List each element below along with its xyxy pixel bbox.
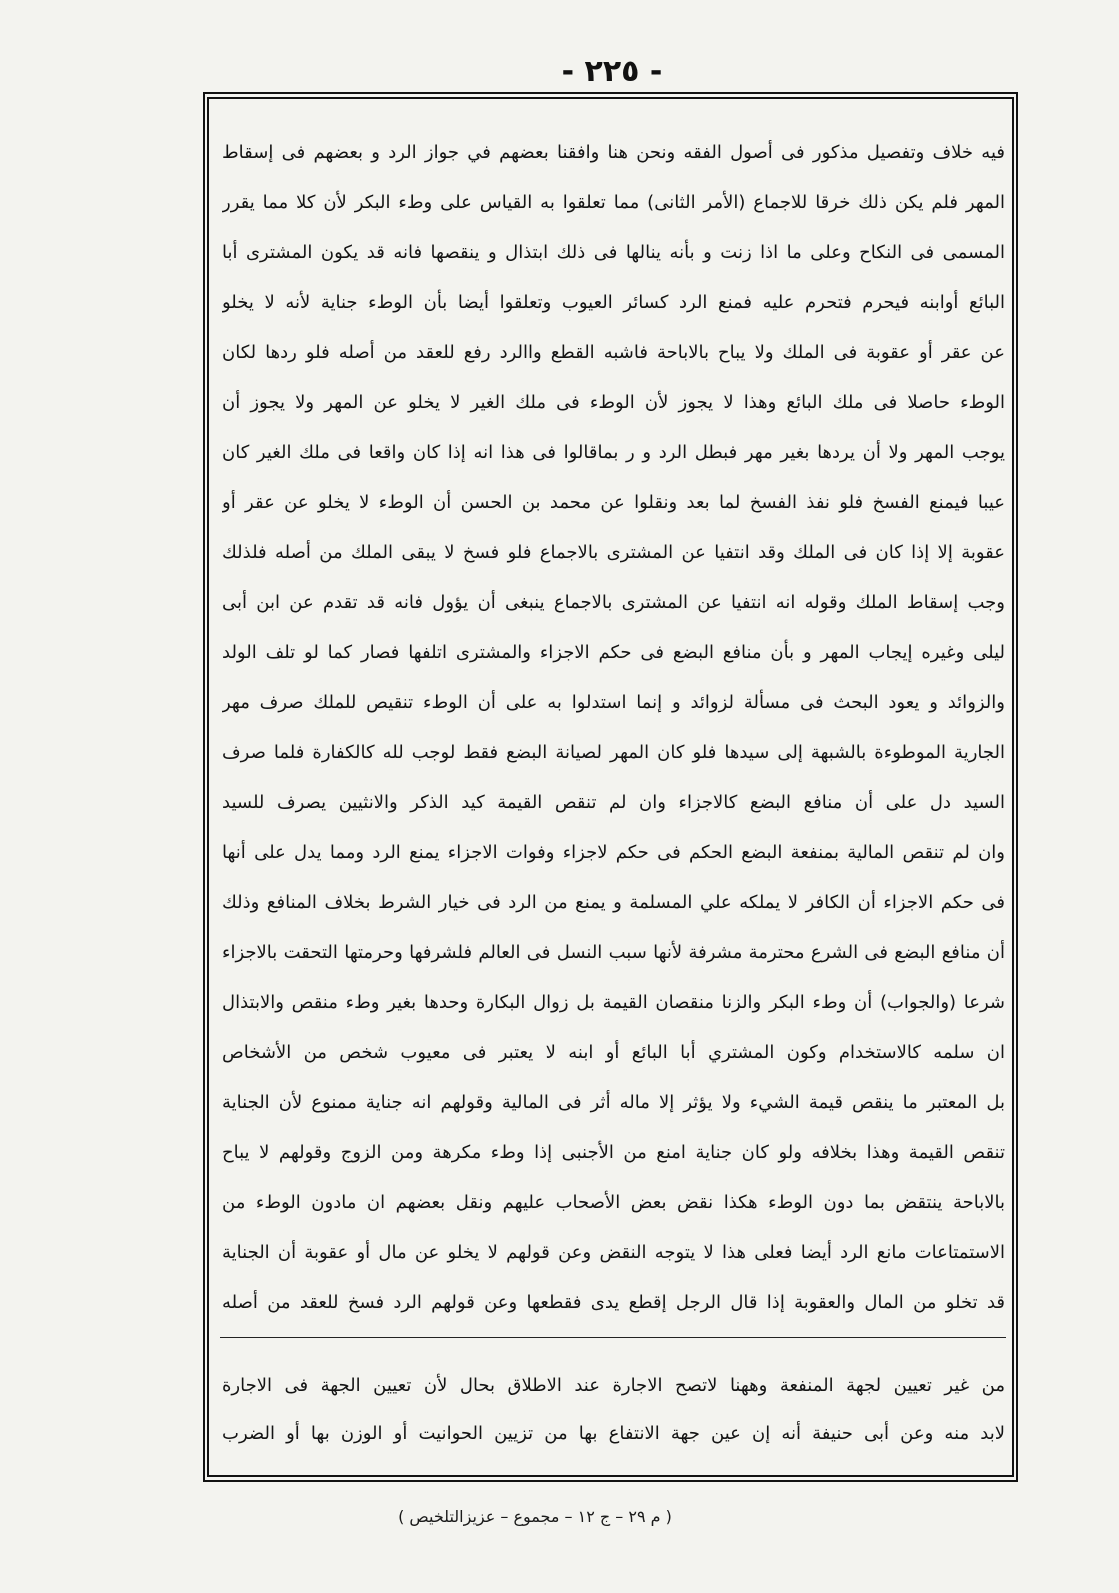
text-line: عن عقر أو عقوبة فى الملك ولا يباح بالاباحة فاشبه القطع واالرد رفع للعقد من أصله فلو ردها لكان xyxy=(222,342,1005,363)
text-line: عقوبة إلا إذا كان فى الملك وقد انتفيا عن المشترى بالاجماع فلو فسخ لا يبقى الملك من أصله فلذلك xyxy=(222,542,1005,563)
footnote-separator xyxy=(220,1337,1006,1338)
text-line: المهر فلم يكن ذلك خرقا للاجماع (الأمر الثانى) مما تعلقوا به القياس على وطء البكر لأن كلا مما يقرر xyxy=(222,192,1005,213)
text-line: تنقص القيمة وهذا بخلافه ولو كان جناية امنع من الأجنبى إذا وطء مكرهة ومن الزوج وقولهم لا يباح xyxy=(222,1142,1005,1163)
text-line: أن منافع البضع فى الشرع محترمة مشرفة لأنها سبب النسل فى العالم فلشرفها وحرمتها التحقت بالاجزاء xyxy=(222,942,1005,963)
text-line: شرعا (والجواب) أن وطء البكر والزنا منقصان القيمة بل زوال البكارة وحدها بغير وطء منقص والابتذال xyxy=(222,992,1005,1013)
text-line: بل المعتبر ما ينقص قيمة الشيء ولا يؤثر إلا ماله أثر فى المالية وقولهم انه جناية ممنوع لأن الجناية xyxy=(222,1092,1005,1113)
footnote xyxy=(222,1362,1005,1458)
text-line: عيبا فيمنع الفسخ فلو نفذ الفسخ لما بعد ونقلوا عن محمد بن الحسن أن الوطء لا يخلو عن عقر أو xyxy=(222,492,1005,513)
text-line: الاستمتاعات مانع الرد أيضا فعلى هذا لا يتوجه النقض وعن قولهم لا يخلو عن مال أو عقوبة أن الجناية xyxy=(222,1242,1005,1263)
text-line: المسمى فى النكاح وعلى ما اذا زنت و بأنه ينالها فى ذلك ابتذال و ينقصها فانه قد يكون المشترى أبا xyxy=(222,242,1005,263)
text-line: قد تخلو من المال والعقوبة إذا قال الرجل إقطع يدى فقطعها وعن قولهم الرد فسخ للعقد من أصله xyxy=(222,1292,1005,1313)
text-line: وجب إسقاط الملك وقوله انه انتفيا عن المشترى بالاجماع ينبغى أن يؤول فانه قد تقدم عن ابن أبى xyxy=(222,592,1005,613)
text-line: يوجب المهر ولا أن يردها بغير مهر فبطل الرد و ر بماقالوا فى هذا انه إذا كان واقعا فى ملك الغير كان xyxy=(222,442,1005,463)
text-line: البائع أوابنه فيحرم فتحرم عليه فمنع الرد كسائر العيوب وتعلقوا أيضا بأن الوطء جناية لأنه لا يخلو xyxy=(222,292,1005,313)
text-line: ان سلمه كالاستخدام وكون المشتري أبا البائع أو ابنه لا يعتبر فى معيوب شخص من الأشخاص xyxy=(222,1042,1005,1063)
main-text xyxy=(222,128,1005,1328)
text-line: بالاباحة ينتقض بما دون الوطء هكذا نقض بعض الأصحاب عليهم ونقل بعضهم ان مادون الوطء من xyxy=(222,1192,1005,1213)
page-number: - ٢٢٥ - xyxy=(561,54,663,89)
text-line: والزوائد و يعود البحث فى مسألة لزوائد و إنما استدلوا به على أن الوطء تنقيص للملك صرف مهر xyxy=(222,692,1005,713)
page-footer-signature: ( م ٢٩ – ج ١٢ – مجموع – عزيزالتلخيص ) xyxy=(398,1507,672,1526)
footnote-line: لابد منه وعن أبى حنيفة أنه إن عين جهة الانتفاع بها من تزيين الحوانيت أو الوزن بها أو الضرب xyxy=(222,1423,1005,1444)
text-line: الجارية الموطوءة بالشبهة إلى سيدها فلو كان المهر لصيانة البضع فقط لوجب لله كالكفارة فلما صرف xyxy=(222,742,1005,763)
text-line: السيد دل على أن منافع البضع كالاجزاء وان لم تنقص القيمة كيد الذكر والانثيين يصرف للسيد xyxy=(222,792,1005,813)
text-line: ليلى وغيره إيجاب المهر و بأن منافع البضع فى حكم الاجزاء والمشترى اتلفها فصار كما لو تلف الولد xyxy=(222,642,1005,663)
footnote-line: من غير تعيين لجهة المنفعة وههنا لاتصح الاجارة عند الاطلاق بحال لأن تعيين الجهة فى الاجارة xyxy=(222,1375,1005,1396)
text-line: الوطء حاصلا فى ملك البائع وهذا لا يجوز لأن الوطء فى ملك الغير لا يخلو عن المهر ولا يجوز أن xyxy=(222,392,1005,413)
text-line: فى حكم الاجزاء أن الكافر لا يملكه علي المسلمة و يمنع من الرد فى خيار الشرط بخلاف المنافع وذلك xyxy=(222,892,1005,913)
text-line: وان لم تنقص المالية بمنفعة البضع الحكم فى حكم لاجزاء وفوات الاجزاء يمنع الرد ومما يدل على أنها xyxy=(222,842,1005,863)
text-line: فيه خلاف وتفصيل مذكور فى أصول الفقه ونحن هنا وافقنا بعضهم في جواز الرد و بعضهم فى إسقاط xyxy=(222,142,1005,163)
